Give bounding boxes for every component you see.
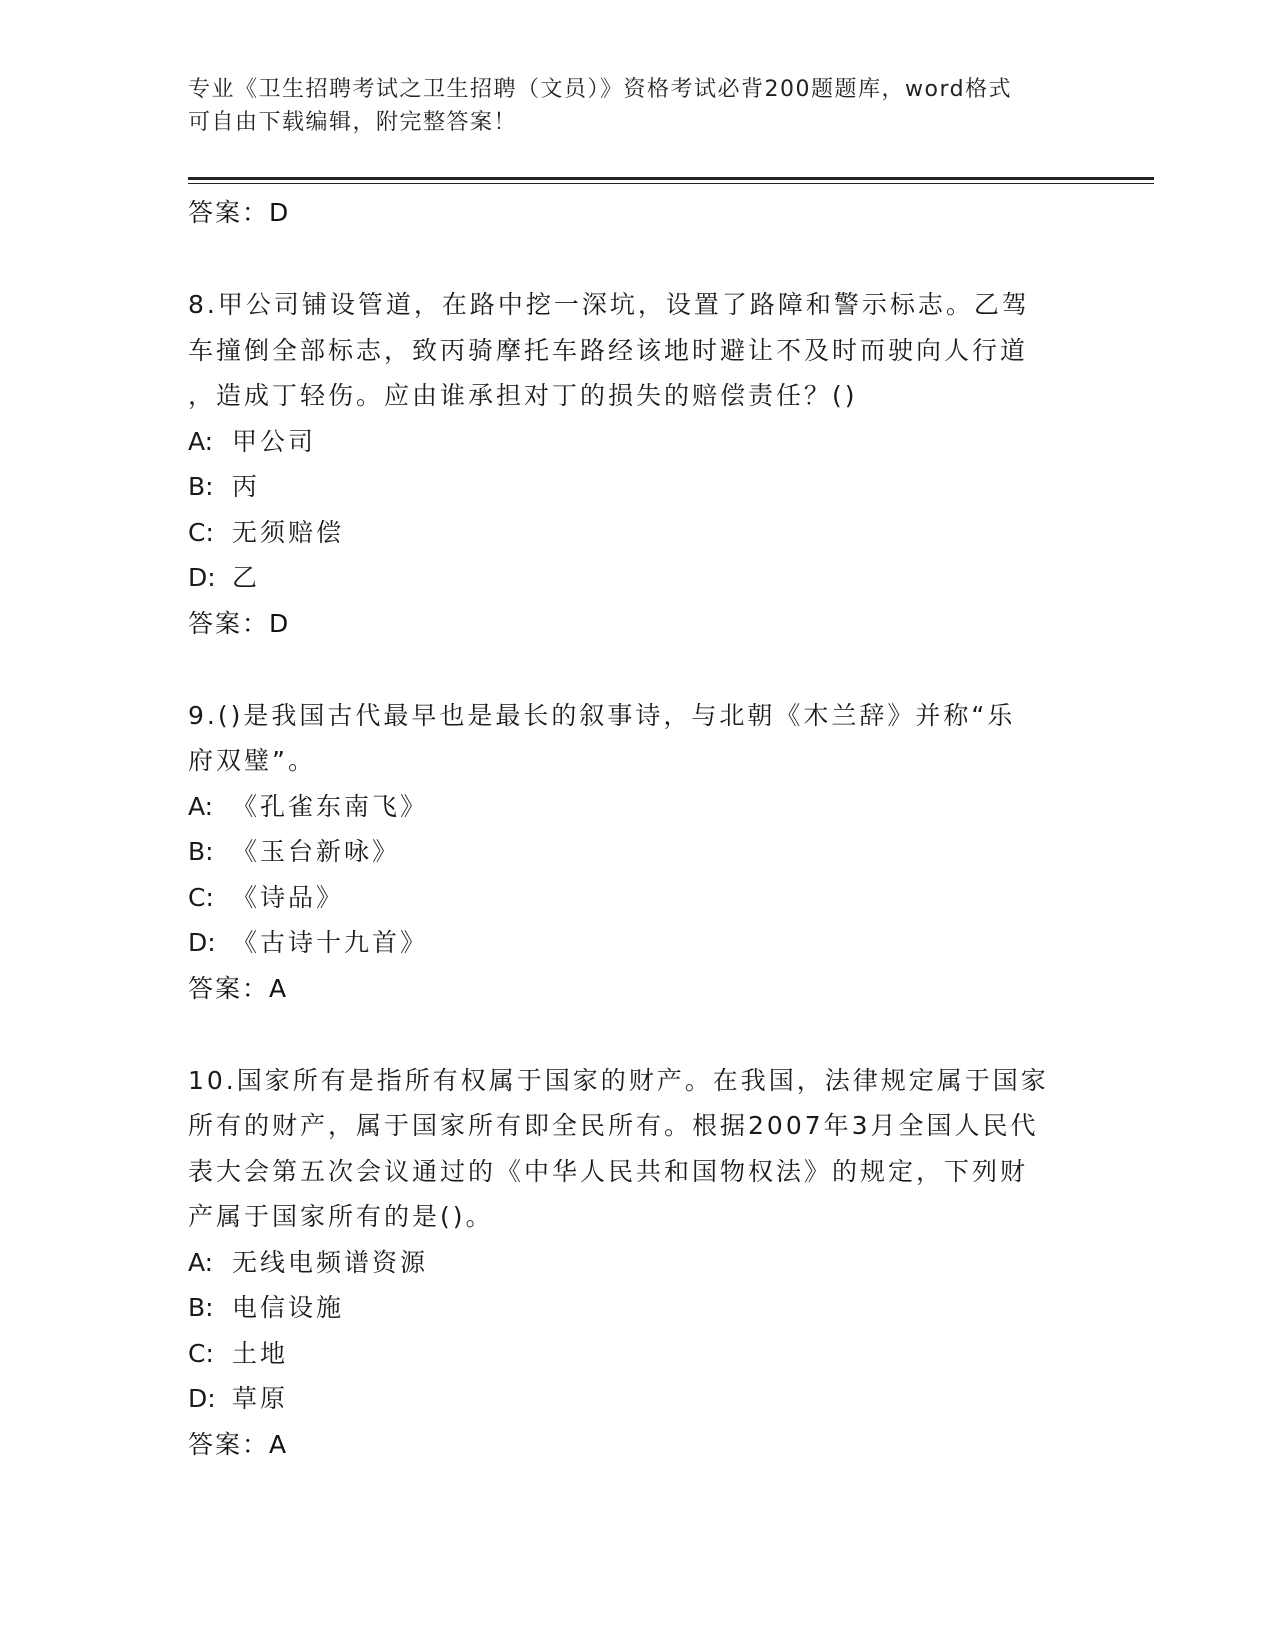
question-block [188, 1058, 1068, 1468]
question-text [188, 282, 1068, 419]
question-line: 所有的财产，属于国家所有即全民所有。根据2007年3月全国人民代 [188, 1111, 1039, 1140]
option-b [188, 1285, 1068, 1331]
option-b [188, 829, 1068, 875]
option-key: C: [188, 517, 214, 547]
option-key: A: [188, 1247, 214, 1277]
answer-line [188, 1422, 1068, 1468]
answer-label: 答案： [188, 608, 270, 638]
option-key: C: [188, 1338, 214, 1368]
question-line: 表大会第五次会议通过的《中华人民共和国物权法》的规定，下列财 [188, 1156, 1029, 1186]
option-c [188, 875, 1068, 921]
option-d [188, 1376, 1068, 1422]
header-rule-thick [188, 177, 1154, 180]
option-text: 无线电频谱资源 [232, 1247, 429, 1277]
option-key: A: [188, 426, 214, 456]
option-text: 土地 [232, 1338, 289, 1368]
option-key: D: [188, 1384, 216, 1413]
question-block [188, 693, 1068, 1012]
option-text: 丙 [232, 472, 261, 501]
option-text: 《诗品》 [232, 882, 345, 912]
answer-value: A [269, 973, 288, 1003]
option-text: 甲公司 [232, 426, 317, 456]
option-key: A: [188, 791, 214, 821]
option-text: 草原 [232, 1384, 289, 1413]
question-block [188, 282, 1068, 647]
option-key: C: [188, 882, 214, 912]
answer-line [188, 190, 1068, 236]
option-text: 《玉台新咏》 [232, 837, 401, 866]
answer-label: 答案： [188, 973, 270, 1003]
option-d [188, 555, 1068, 601]
answer-label: 答案： [188, 198, 270, 227]
option-text: 无须赔偿 [232, 517, 345, 547]
option-c [188, 510, 1068, 556]
option-key: B: [188, 837, 214, 866]
answer-value: A [269, 1429, 288, 1459]
option-text: 电信设施 [232, 1293, 345, 1322]
header-rule-thin [188, 183, 1154, 184]
question-line: 9.()是我国古代最早也是最长的叙事诗，与北朝《木兰辞》并称“乐 [188, 700, 1016, 730]
option-b [188, 464, 1068, 510]
question-line: 产属于国家所有的是()。 [188, 1202, 494, 1231]
option-a [188, 419, 1068, 465]
question-line: 10.国家所有是指所有权属于国家的财产。在我国，法律规定属于国家 [188, 1065, 1049, 1095]
question-line: 8.甲公司铺设管道，在路中挖一深坑，设置了路障和警示标志。乙驾 [188, 290, 1030, 319]
answer-value: D [269, 198, 290, 227]
option-key: B: [188, 472, 214, 501]
question-text [188, 693, 1068, 784]
option-text: 《孔雀东南飞》 [232, 791, 429, 821]
option-key: D: [188, 928, 216, 957]
header-line-1: 专业《卫生招聘考试之卫生招聘（文员）》资格考试必背200题题库，word格式 [188, 77, 1013, 102]
option-text: 《古诗十九首》 [232, 928, 429, 957]
document-body [188, 190, 1068, 1468]
option-a [188, 784, 1068, 830]
option-text: 乙 [232, 563, 261, 592]
question-text [188, 1058, 1068, 1240]
header-line-2: 可自由下载编辑，附完整答案！ [188, 110, 518, 135]
option-a [188, 1240, 1068, 1286]
option-c [188, 1331, 1068, 1377]
question-line: 府双璧”。 [188, 746, 316, 775]
answer-line [188, 966, 1068, 1012]
document-header [188, 73, 1068, 139]
question-line: ，造成丁轻伤。应由谁承担对丁的损失的赔偿责任？() [188, 381, 858, 410]
answer-value: D [269, 608, 290, 638]
option-d [188, 920, 1068, 966]
answer-label: 答案： [188, 1429, 270, 1459]
question-line: 车撞倒全部标志，致丙骑摩托车路经该地时避让不及时而驶向人行道 [188, 335, 1029, 365]
answer-line [188, 601, 1068, 647]
option-key: B: [188, 1293, 214, 1322]
option-key: D: [188, 563, 216, 592]
